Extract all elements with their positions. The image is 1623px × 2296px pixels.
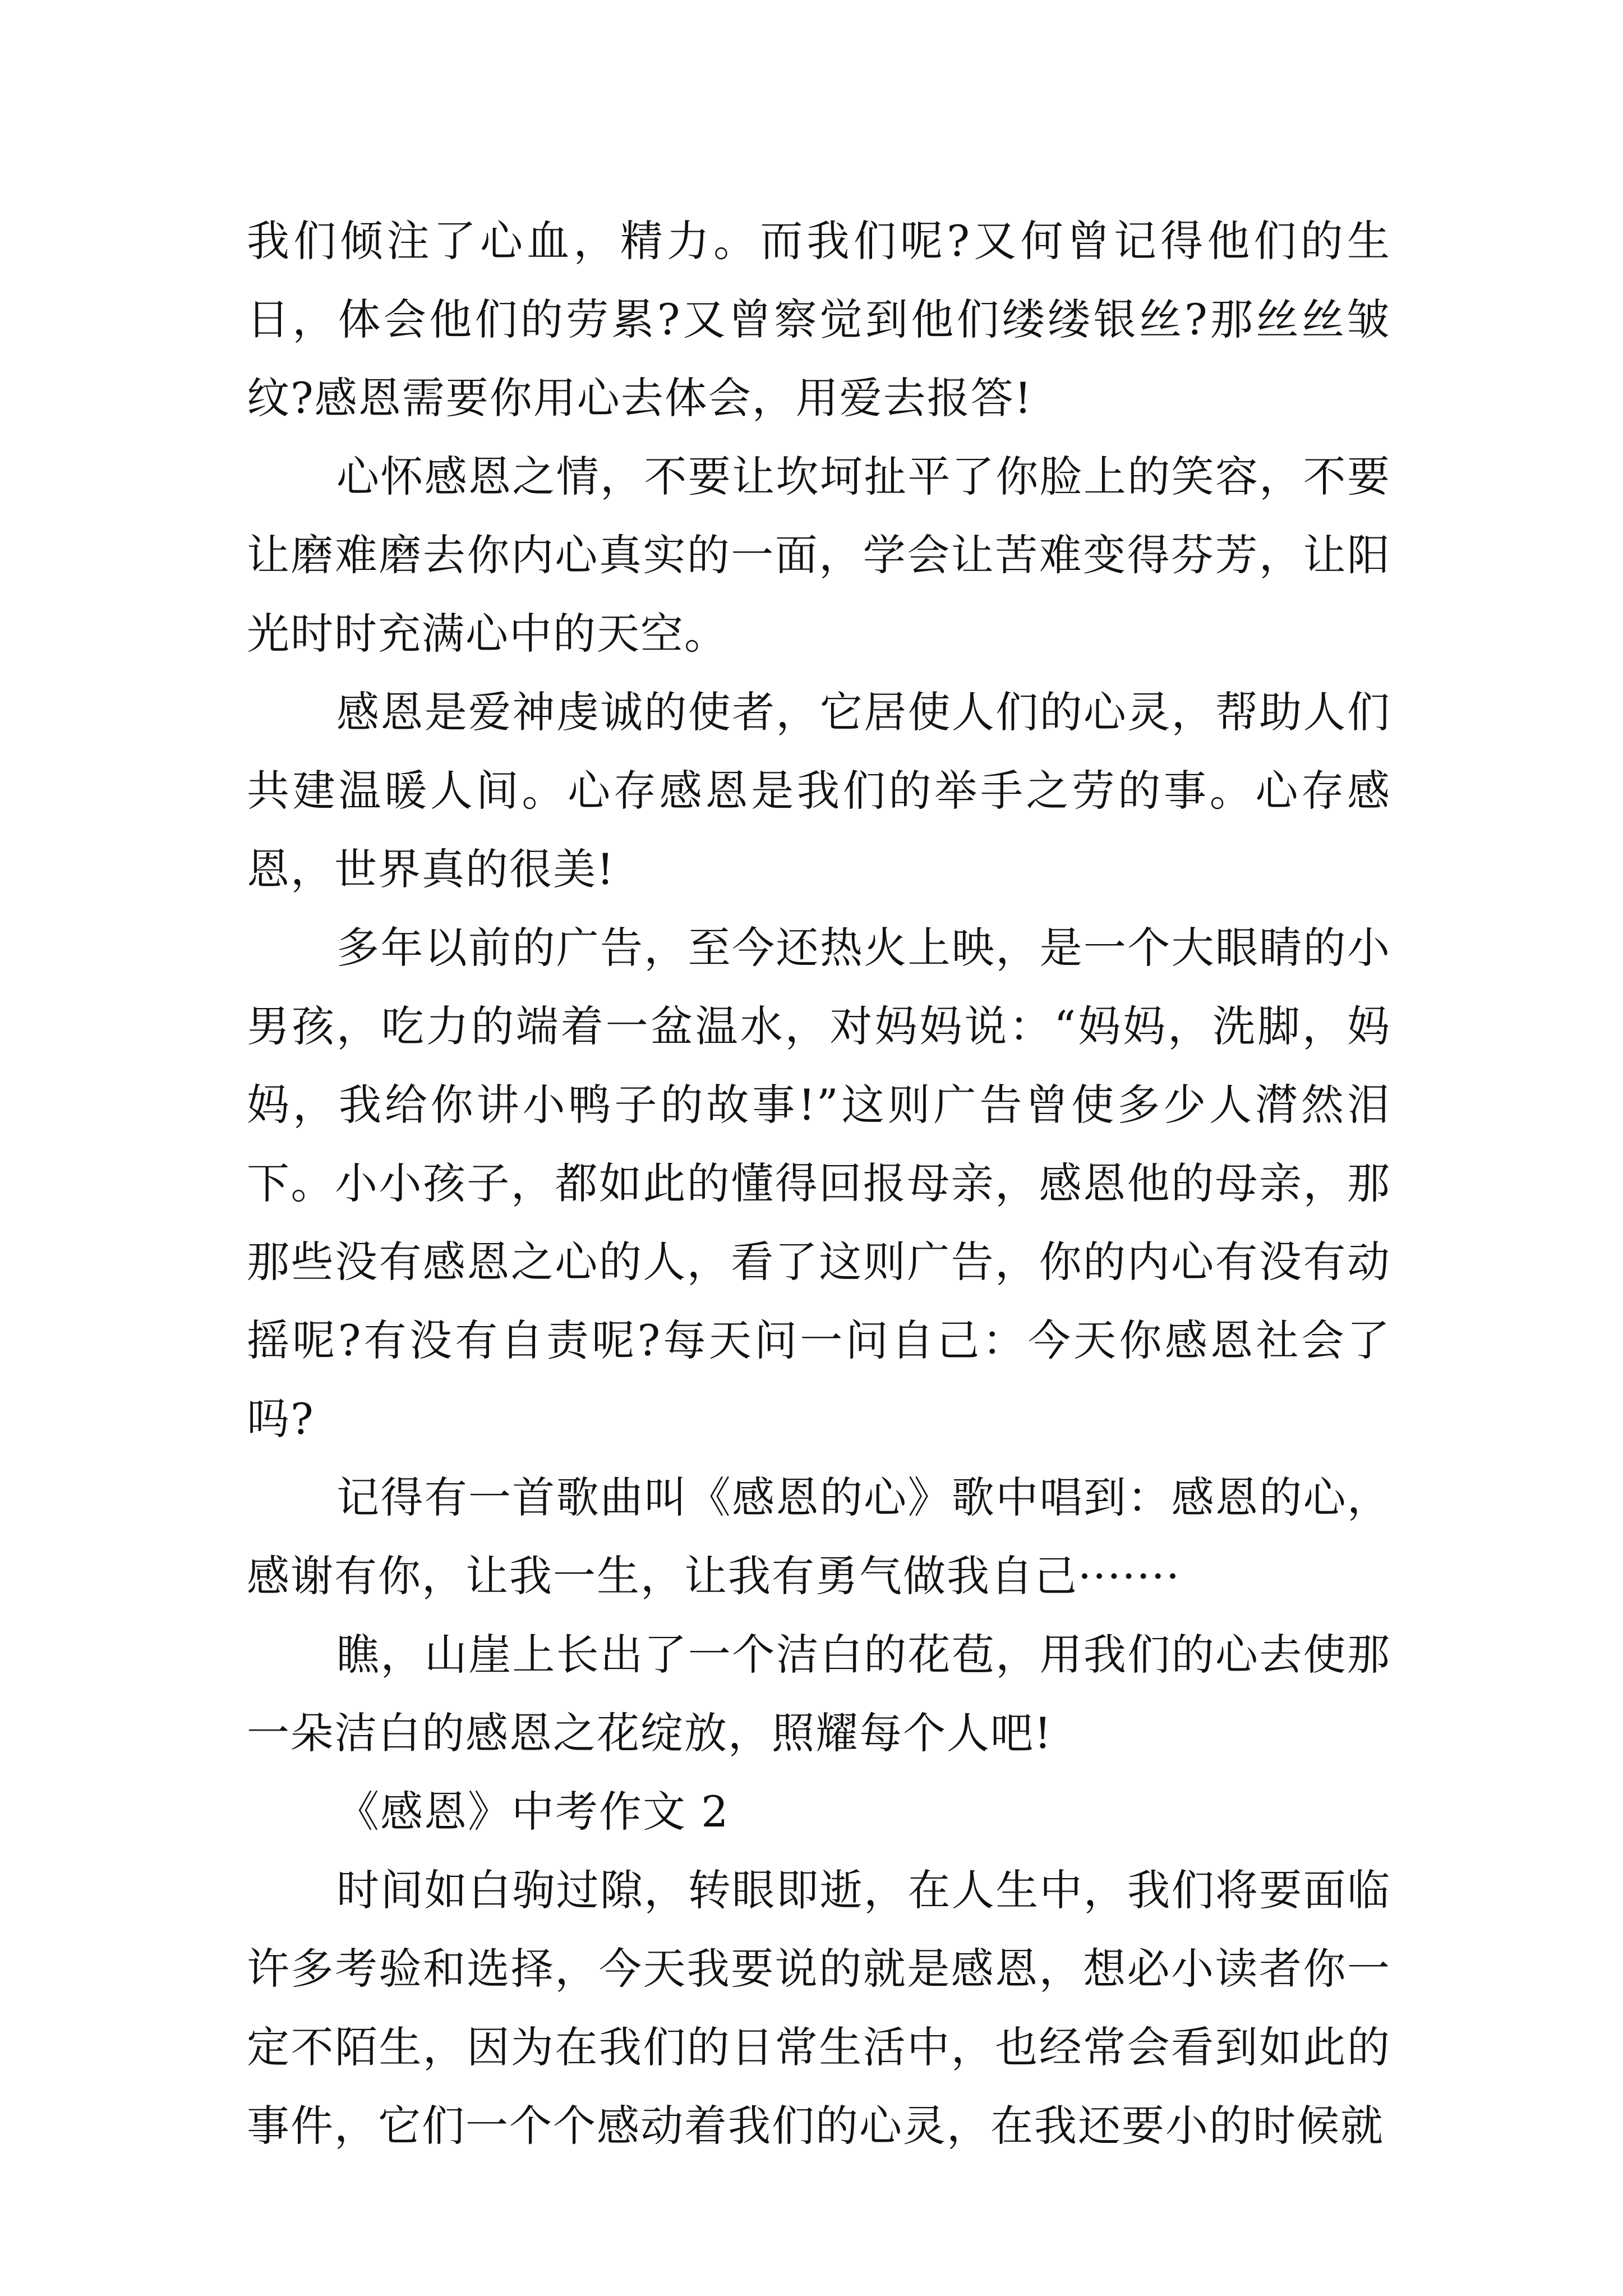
paragraph-song: 记得有一首歌曲叫《感恩的心》歌中唱到：感恩的心，感谢有你，让我一生，让我有勇气做我自己······· [247, 1473, 1391, 1601]
paragraph-advertisement: 多年以前的广告，至今还热火上映，是一个大眼睛的小男孩，吃力的端着一盆温水，对妈妈说：“妈妈，洗脚，妈妈，我给你讲小鸭子的故事!”这则广告曾使多少人潸然泪下。小小孩子，都如此的懂得回报母亲，感恩他的母亲，那那些没有感恩之心的人，看了这则广告，你的内心有没有动摇呢?有没有自责呢?每天问一问自己：今天你感恩社会了吗? [247, 923, 1391, 1444]
paragraph-gratitude-messenger: 感恩是爱神虔诚的使者，它居使人们的心灵，帮助人们共建温暖人间。心存感恩是我们的举手之劳的事。心存感恩，世界真的很美! [247, 687, 1391, 894]
paragraph-time: 时间如白驹过隙，转眼即逝，在人生中，我们将要面临许多考验和选择，今天我要说的就是感恩，想必小读者你一定不陌生，因为在我们的日常生活中，也经常会看到如此的事件，它们一个个感动着我们的心灵，在我还要小的时候就 [247, 1865, 1391, 2151]
paragraph-continuation: 我们倾注了心血，精力。而我们呢?又何曾记得他们的生日，体会他们的劳累?又曾察觉到他们缕缕银丝?那丝丝皱纹?感恩需要你用心去体会，用爱去报答! [247, 216, 1391, 423]
section-heading: 《感恩》中考作文 2 [336, 1787, 730, 1837]
document-body [247, 202, 1391, 2165]
paragraph-flower: 瞧，山崖上长出了一个洁白的花苞，用我们的心去使那一朵洁白的感恩之花绽放，照耀每个人吧! [247, 1630, 1391, 1758]
paragraph-gratitude-heart: 心怀感恩之情，不要让坎坷扯平了你脸上的笑容，不要让磨难磨去你内心真实的一面，学会让苦难变得芬芳，让阳光时时充满心中的天空。 [247, 452, 1391, 659]
